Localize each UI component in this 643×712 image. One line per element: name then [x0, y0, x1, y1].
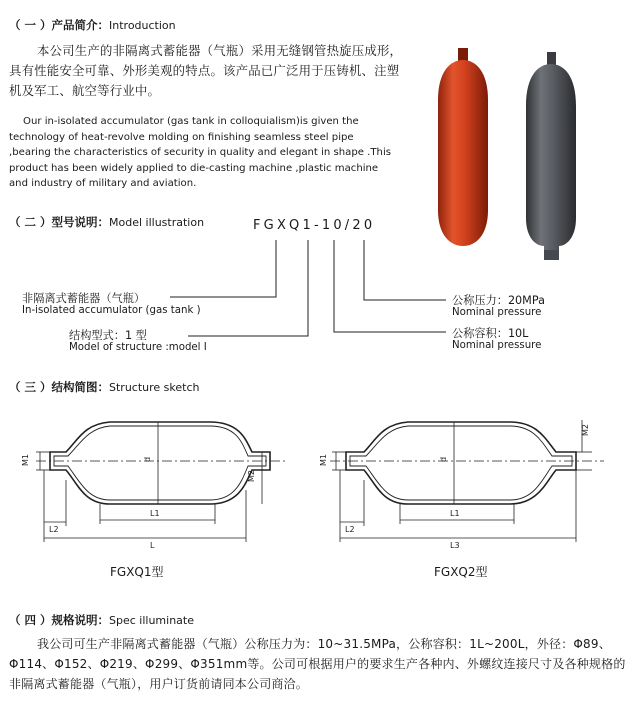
spec-heading [9, 612, 194, 628]
intro-en-line: product has been widely applied to die-casting machine ,plastic machine [9, 162, 379, 174]
dim-l2: L2 [345, 525, 355, 534]
intro-en-line: Our in-isolated accumulator (gas tank in colloquialism)is given the [23, 116, 359, 127]
shell-inner [54, 426, 266, 500]
intro-heading-cn: （ 一 ）产品简介： [9, 18, 110, 32]
model-volume-cn: 公称容积：10L [452, 327, 529, 340]
leader-volume [334, 240, 446, 332]
sketch-fgxq1 [0, 400, 320, 550]
dim-l2: L2 [49, 525, 59, 534]
model-heading-en: Model illustration [109, 216, 205, 229]
model-pressure-cn: 公称压力：20MPa [452, 294, 545, 307]
leader-pressure [364, 240, 446, 300]
structure-heading [9, 379, 200, 395]
shell-outline [346, 422, 576, 504]
dim-l1: L1 [150, 509, 160, 518]
intro-heading-en: Introduction [109, 19, 176, 32]
model-type-cn: 非隔离式蓄能器（气瓶） [22, 292, 146, 305]
dim-d: d [143, 456, 152, 462]
dim-l: L [150, 541, 155, 550]
structure-heading-en: Structure sketch [109, 381, 200, 394]
model-heading-cn: （ 二 ）型号说明： [9, 215, 110, 229]
dim-m1: M1 [319, 454, 328, 466]
shell-inner [350, 426, 572, 500]
model-pressure-en: Nominal pressure [452, 307, 542, 318]
intro-cn-paragraph: 本公司生产的非隔离式蓄能器（气瓶）采用无缝钢管热旋压成形，具有性能安全可靠、外形美观的特点。该产品已广泛用于压铸机、注塑机及军工、航空等行业中。 [9, 43, 403, 98]
intro-en-line: ,bearing the characteristics of security in quality and elegant in shape .This [9, 147, 392, 158]
intro-en-line: technology of heat-revolve molding on finishing seamless steel pipe [9, 131, 354, 143]
spec-heading-cn: （ 四 ）规格说明： [9, 613, 110, 627]
intro-en-line: and industry of military and aviation. [9, 178, 197, 189]
dim-m2: M2 [247, 470, 256, 482]
spec-heading-en: Spec illuminate [109, 614, 194, 627]
model-code: FGXQ1-10/20 [253, 218, 376, 233]
dim-m2: M2 [581, 424, 590, 436]
dim-m1: M1 [21, 454, 30, 466]
structure-heading-cn: （ 三 ）结构简图： [9, 380, 110, 394]
dim-l1: L1 [450, 509, 460, 518]
model-structure-en: Model of structure :model I [69, 342, 207, 353]
leader-structure [188, 240, 308, 336]
model-type-en: In-isolated accumulator (gas tank ) [22, 305, 201, 316]
dim-d: d [439, 456, 448, 462]
sketch-fgxq2 [320, 400, 640, 550]
shell-outline [50, 422, 270, 504]
sketch-caption-fgxq1: FGXQ1型 [110, 565, 164, 579]
model-volume-en: Nominal pressure [452, 340, 542, 351]
leader-type [170, 240, 276, 297]
dim-l3: L3 [450, 541, 460, 550]
spec-cn-paragraph: 我公司可生产非隔离式蓄能器（气瓶）公称压力为：10~31.5MPa，公称容积：1L~200L，外径：Φ89、Φ114、Φ152、Φ219、Φ299、Φ351mm等。公司可根据用户的要求生产各种内、外螺纹连接尺寸及各种规格的非隔离式蓄能器（气瓶），用户订货前请同本公司商洽。 [9, 637, 626, 691]
model-structure-cn: 结构型式：1 型 [69, 329, 147, 342]
sketch-caption-fgxq2: FGXQ2型 [434, 565, 488, 579]
